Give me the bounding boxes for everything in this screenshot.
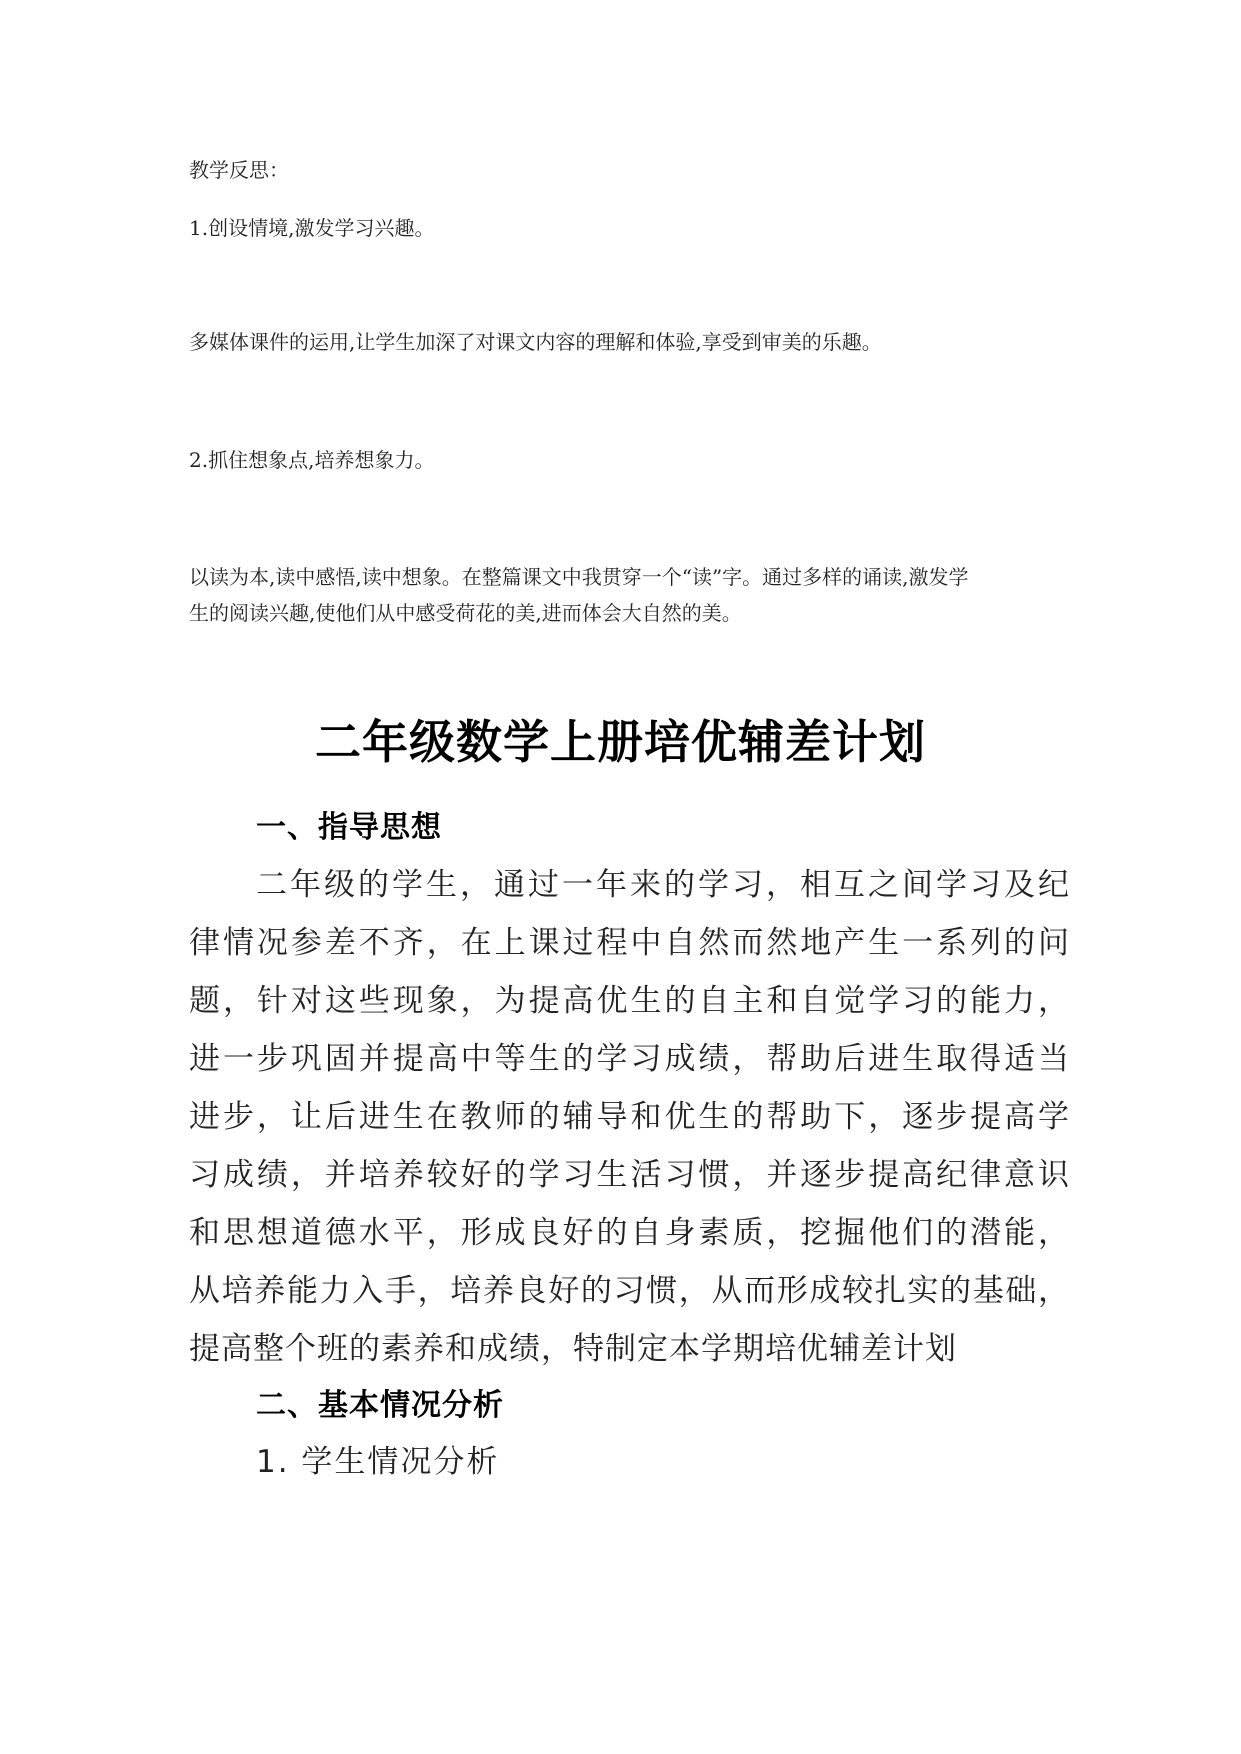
reflection-point2-body-line2: 生的阅读兴趣,使他们从中感受荷花的美,进而体会大自然的美。 bbox=[189, 601, 742, 625]
paragraph-line: 习成绩，并培养较好的学习生活习惯，并逐步提高纪律意识 bbox=[189, 1157, 1069, 1193]
paragraph-line: 二年级的学生，通过一年来的学习，相互之间学习及纪 bbox=[256, 867, 1069, 903]
reflection-point2-title: 2.抓住想象点,培养想象力。 bbox=[189, 448, 435, 472]
paragraph-line: 律情况参差不齐，在上课过程中自然而然地产生一系列的问 bbox=[189, 925, 1069, 961]
section-heading-guiding-idea: 一、指导思想 bbox=[256, 810, 442, 845]
reflection-point2-body-line1: 以读为本,读中感悟,读中想象。在整篇课文中我贯穿一个“读”字。通过多样的诵读,激发学 bbox=[189, 565, 969, 589]
reflection-point1-title: 1.创设情境,激发学习兴趣。 bbox=[189, 216, 435, 240]
paragraph-line: 提高整个班的素养和成绩，特制定本学期培优辅差计划 bbox=[189, 1331, 957, 1367]
subsection-student-analysis: 1. 学生情况分析 bbox=[256, 1444, 500, 1480]
paragraph-line: 进一步巩固并提高中等生的学习成绩，帮助后进生取得适当 bbox=[189, 1041, 1069, 1077]
paragraph-line: 进步，让后进生在教师的辅导和优生的帮助下，逐步提高学 bbox=[189, 1099, 1069, 1135]
page-title: 二年级数学上册培优辅差计划 bbox=[315, 715, 926, 769]
reflection-point1-body: 多媒体课件的运用,让学生加深了对课文内容的理解和体验,享受到审美的乐趣。 bbox=[189, 330, 882, 354]
paragraph-line: 和思想道德水平，形成良好的自身素质，挖掘他们的潜能， bbox=[189, 1215, 1069, 1251]
section-heading-basic-analysis: 二、基本情况分析 bbox=[256, 1388, 504, 1423]
paragraph-line: 从培养能力入手，培养良好的习惯，从而形成较扎实的基础， bbox=[189, 1273, 1069, 1309]
paragraph-line: 题，针对这些现象，为提高优生的自主和自觉学习的能力， bbox=[189, 983, 1069, 1019]
reflection-label: 教学反思： bbox=[189, 158, 289, 182]
